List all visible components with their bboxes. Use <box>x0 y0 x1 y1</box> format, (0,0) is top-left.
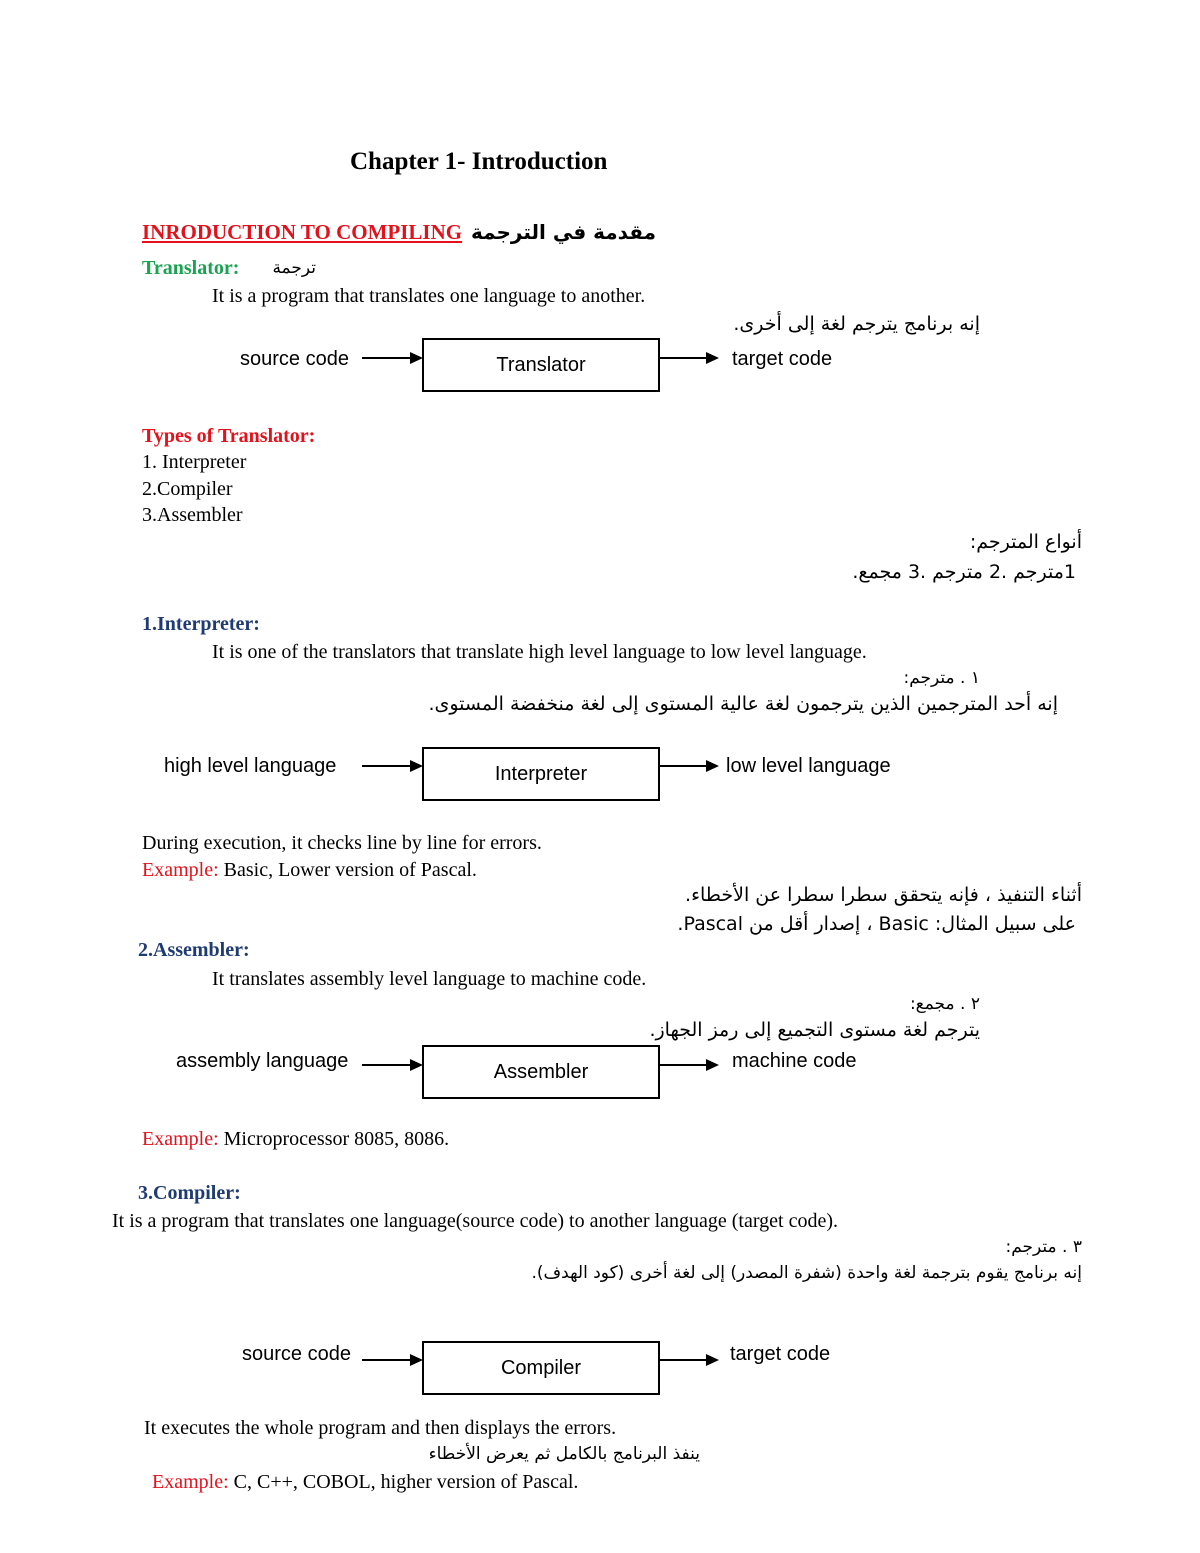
interpreter-example-arabic: على سبيل المثال: Basic ، إصدار أقل من Pascal. <box>677 913 1076 935</box>
compiler-diagram-input: source code <box>242 1343 351 1365</box>
compiler-definition: It is a program that translates one language(source code) to another language (target code). <box>112 1210 838 1232</box>
assembler-example <box>142 1127 449 1151</box>
assembler-heading: 2.Assembler: <box>138 939 250 961</box>
interpreter-diagram-input: high level language <box>164 755 337 777</box>
translator-label: Translator: <box>142 257 240 279</box>
interpreter-note: During execution, it checks line by line for errors. <box>142 832 542 854</box>
intro-heading-arabic: مقدمة في الترجمة <box>470 220 656 244</box>
translator-diagram-input: source code <box>240 348 349 370</box>
translator-definition: It is a program that translates one language to another. <box>212 285 646 307</box>
compiler-diagram-output: target code <box>730 1343 831 1365</box>
interpreter-heading-arabic: ١ . مترجم: <box>903 668 980 688</box>
arrow-icon <box>660 758 720 774</box>
types-items-arabic: 1مترجم .2 مترجم .3 مجمع. <box>852 561 1076 583</box>
assembler-box: Assembler <box>422 1045 660 1099</box>
translator-definition-arabic: إنه برنامج يترجم لغة إلى أخرى. <box>733 313 980 335</box>
types-heading: Types of Translator: <box>142 425 316 447</box>
arrow-icon <box>362 350 424 366</box>
compiler-note-arabic: ينفذ البرنامج بالكامل ثم يعرض الأخطاء <box>428 1444 700 1464</box>
interpreter-definition-arabic: إنه أحد المترجمين الذين يترجمون لغة عالية المستوى إلى لغة منخفضة المستوى. <box>428 693 1058 715</box>
interpreter-note-arabic: أثناء التنفيذ ، فإنه يتحقق سطرا سطرا عن الأخطاء. <box>685 884 1082 906</box>
type-item-1: 1. Interpreter <box>142 451 247 473</box>
translator-arabic: ترجمة <box>272 258 316 278</box>
assembler-diagram-input: assembly language <box>176 1050 349 1072</box>
compiler-heading-arabic: ٣ . مترجم: <box>1005 1237 1082 1257</box>
compiler-note: It executes the whole program and then displays the errors. <box>144 1417 617 1439</box>
interpreter-heading: 1.Interpreter: <box>142 613 260 635</box>
type-item-3: 3.Assembler <box>142 504 243 526</box>
example-label: Example: <box>142 1128 219 1150</box>
page-title: Chapter 1- Introduction <box>350 148 608 175</box>
intro-heading: INRODUCTION TO COMPILING <box>142 220 463 244</box>
example-text: Basic, Lower version of Pascal. <box>223 859 477 881</box>
compiler-box: Compiler <box>422 1341 660 1395</box>
translator-box: Translator <box>422 338 660 392</box>
arrow-icon <box>660 1057 720 1073</box>
assembler-heading-arabic: ٢ . مجمع: <box>909 994 980 1014</box>
assembler-diagram-output: machine code <box>732 1050 857 1072</box>
interpreter-diagram-output: low level language <box>726 755 891 777</box>
compiler-heading: 3.Compiler: <box>138 1182 241 1204</box>
types-heading-arabic: أنواع المترجم: <box>969 531 1082 553</box>
arrow-icon <box>362 758 424 774</box>
compiler-example <box>152 1470 578 1494</box>
arrow-icon <box>660 1352 720 1368</box>
example-label: Example: <box>152 1471 229 1493</box>
type-item-2: 2.Compiler <box>142 478 233 500</box>
interpreter-definition: It is one of the translators that translate high level language to low level language. <box>212 641 867 663</box>
translator-diagram-output: target code <box>732 348 833 370</box>
interpreter-example <box>142 858 477 882</box>
example-text: Microprocessor 8085, 8086. <box>223 1128 450 1150</box>
interpreter-box: Interpreter <box>422 747 660 801</box>
arrow-icon <box>660 350 720 366</box>
arrow-icon <box>362 1352 424 1368</box>
example-text: C, C++, COBOL, higher version of Pascal. <box>233 1471 579 1493</box>
compiler-definition-arabic: إنه برنامج يقوم بترجمة لغة واحدة (شفرة المصدر) إلى لغة أخرى (كود الهدف). <box>531 1263 1082 1283</box>
example-label: Example: <box>142 859 219 881</box>
assembler-definition-arabic: يترجم لغة مستوى التجميع إلى رمز الجهاز. <box>649 1019 980 1041</box>
assembler-definition: It translates assembly level language to machine code. <box>212 968 647 990</box>
arrow-icon <box>362 1057 424 1073</box>
